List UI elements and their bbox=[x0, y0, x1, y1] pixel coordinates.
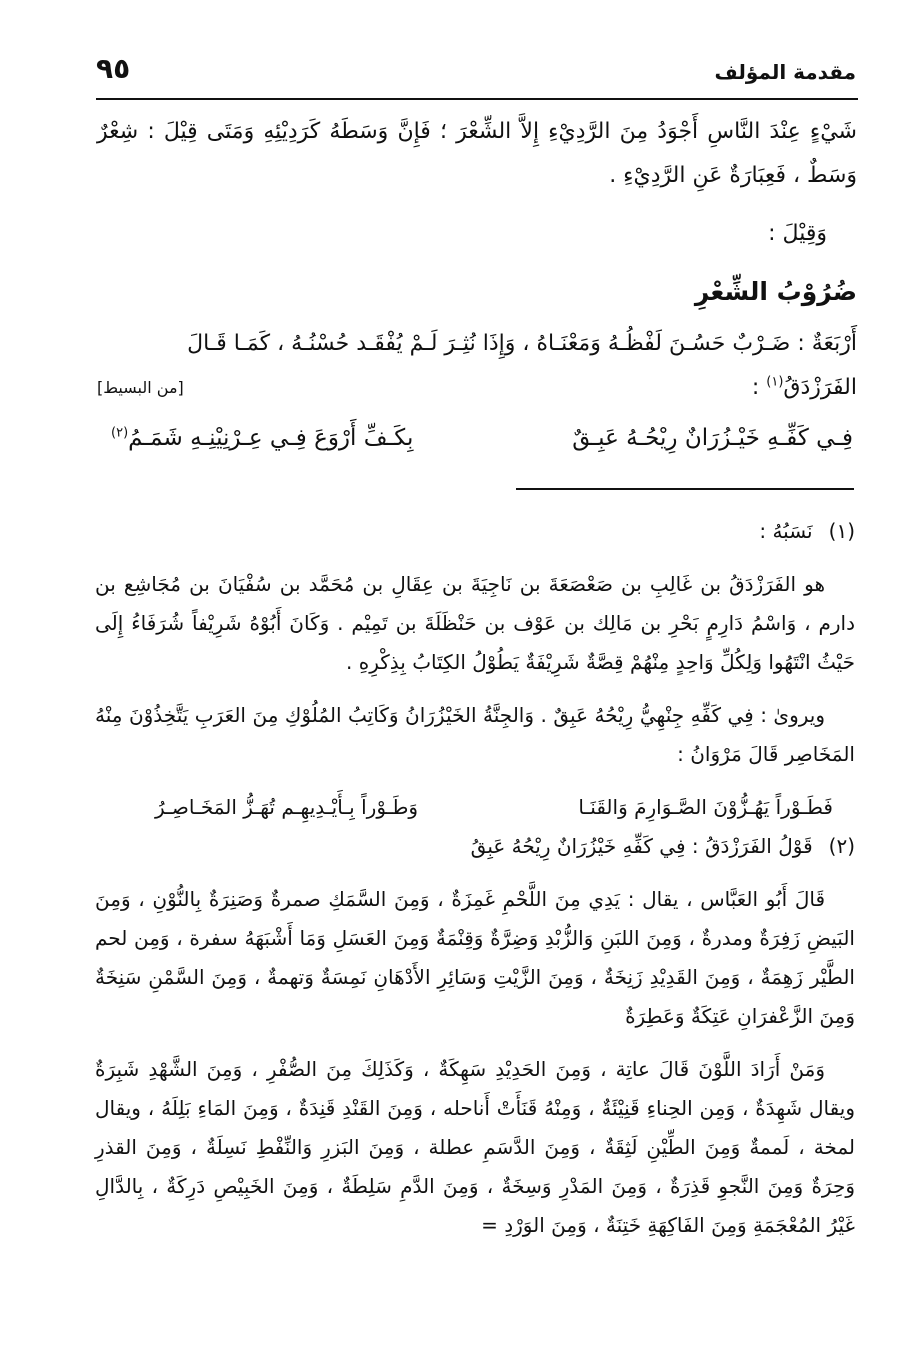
footnote-1-paragraph-2: ويروىٰ : فِي كَفِّهِ جِنْهِيُّ رِيْحُهُ عَبِقٌ . وَالجِنَّةُ الخَيْزُرَانُ وَكَاتِبُ المُلُوْكِ مِنَ العَرَبِ يَتَّخِذُوْنَ مِنْهُ المَخَاصِر قَالَ مَرْوَانُ : bbox=[95, 703, 855, 766]
verse-first-hemistich: فِـي كَفِّـهِ خَيْـزُرَانٌ رِيْحُـهُ عَبِـقٌ bbox=[572, 425, 853, 451]
footnote-1-verse-second: وَطَـوْراً بِـأَيْـدِيهِـم تُهَـزُّ المَخَـاصِـرُ bbox=[155, 795, 419, 819]
footnote-2-title: قَوْلُ الفَرَزْدَقُ : فِي كَفِّهِ خَيْزُرَانٌ رِيْحُهُ عَبِقُ bbox=[470, 834, 813, 858]
footnote-1-title: نَسَبُهُ : bbox=[759, 519, 813, 543]
paragraph-3: أَرْبَعَةٌ : ضَـرْبٌ حَسُـنَ لَفْظُـهُ وَمَعْنَـاهُ ، وَإِذَا نُثِـرَ لَـمْ يُفْقَـد حُسْنُـهُ ، كَمَـا قَـالَ bbox=[187, 331, 857, 356]
footnote-2-heading bbox=[95, 827, 855, 866]
page-header bbox=[96, 52, 856, 92]
footnote-2-paragraph-2: وَمَنْ أَرَادَ اللَّوْنَ قَالَ عاتِة ، وَمِنَ الحَدِيْدِ سَهِكَةٌ ، وَكَذَلِكَ مِنَ الصُّفْرِ ، وَمِنَ الشَّهْدِ شَبِرَةٌ ويقال شَهِدَةٌ ، وَمِن الحِناءِ قَنِيْئَةٌ ، وَمِنْهُ قَنَأَتْ أَناحله ، وَمِنَ القَنْدِ قَنِدَةٌ ، وَمِنَ المَاءِ بَلِلَهُ ، ويقال لمخة ، لَممةٌ وَمِنَ الطِّيْنِ لَثِقَةٌ ، وَمِنَ الدَّسَمِ عطلة ، وَمِنَ البَزرِ وَالنِّفْطِ نَسِلَةٌ ، وَمِنَ القذرِ وَحِرَةٌ وَمِنَ النَّجوِ قَذِرَةٌ ، وَمِنَ المَدْرِ وَسِخَةٌ ، وَمِنَ الدَّمِ سَلِطَةٌ ، وَمِنَ الخَبِيْصِ دَرِكَةٌ ، بِالدَّالِ غَيْرُ المُعْجَمَةِ وَمِنَ الفَاكِهَةِ خَتِنَةٌ ، وَمِنَ الوَرْدِ = bbox=[95, 1057, 855, 1237]
verse-line bbox=[97, 416, 857, 460]
footnote-1-number: (١) bbox=[828, 519, 855, 543]
main-text bbox=[97, 110, 857, 460]
verse-second-hemistich bbox=[97, 416, 413, 460]
footnotes bbox=[95, 512, 855, 1245]
footnote-1-verse bbox=[95, 788, 855, 827]
paragraph-2: وَقِيْلَ : bbox=[768, 221, 827, 246]
meter-label: [من البسيط] bbox=[97, 378, 184, 397]
running-title: مقدمة المؤلف bbox=[714, 60, 856, 84]
intro-colon: : bbox=[751, 375, 767, 400]
verse-second-text: بِكَـفِّ أَرْوَعَ فِـي عِـرْنِيْنِـهِ شَمَـمُ bbox=[128, 425, 414, 451]
footnote-separator bbox=[516, 488, 854, 490]
footnote-ref-2: (٢) bbox=[111, 425, 129, 441]
section-heading: ضُرُوْبُ الشِّعْرِ bbox=[694, 277, 857, 306]
poet-intro-line bbox=[97, 366, 857, 410]
footnote-1-heading bbox=[95, 512, 855, 551]
footnote-2-number: (٢) bbox=[828, 834, 855, 858]
header-rule bbox=[96, 98, 858, 100]
footnote-1-paragraph-1: هو الفَرَزْدَقُ بن غَالِبِ بن صَعْصَعَةَ بن نَاجِيَةَ بن عِقَالِ بن مُحَمَّد بن سُفْيَانَ بن مُجَاشِع بن دارم ، وَاسْمُ دَارِمٍ بَحْرِ بن مَالِك بن عَوْف بن حَنْظَلَةَ بن تَمِيْم . وَكَانَ أَبُوْهُ شَرِيْفاً شُرَفَاءُ إِلَى حَيْثُ انْتَهُوا وَلِكُلِّ وَاحِدٍ مِنْهُمْ قِصَّةٌ شَرِيْفَةٌ يَطُوْلُ الكِتَابُ بِذِكْرِهِ . bbox=[95, 572, 855, 674]
footnote-2-paragraph-1: قَالَ أَبُو العَبَّاس ، يقال : يَدِي مِنَ اللَّحْمِ غَمِزَةٌ ، وَمِنَ السَّمَكِ صمرةٌ وَصَنِرَةٌ بِالنُّوْنِ ، وَمِنَ البَيضِ زَفِرَةٌ ومدرةٌ ، وَمِنَ اللبَنِ وَالزُّبْدِ وَضِرَّةٌ وَقِنْمَةٌ وَمِنَ العَسَلِ وَمَا أَشْبَهَهُ سفرة ، وَمِن لحم الطَّيْر زَهِمَةٌ ، وَمِنَ القَدِيْدِ زَنِخَةٌ ، وَمِنَ الزَّيْتِ وَسَائِرِ الأَدْهَانِ نَمِسَةٌ وَتهمةٌ ، وَمِنَ السَّمْنِ سَنِخَةٌ وَمِنَ الزَّعْفرَانِ عَتِكَةٌ وَعَطِرَةٌ bbox=[95, 887, 855, 1028]
page-number: ٩٥ bbox=[96, 52, 131, 85]
footnote-ref-1: (١) bbox=[766, 374, 784, 390]
paragraph-1: شَيْءٍ عِنْدَ النَّاسِ أَجْوَدُ مِنَ الرَّدِيْءِ إِلاَّ الشِّعْرَ ؛ فَإِنَّ وَسَطَهُ كَرَدِيْئِهِ وَمَتَى قِيْلَ : شِعْرٌ وَسَطٌ ، فَعِبَارَةٌ عَنِ الرَّدِيْءِ . bbox=[97, 119, 857, 188]
poet-name: الفَرَزْدَقُ bbox=[783, 375, 857, 400]
footnote-1-verse-first: فَطَـوْراً يَهُـزُّوْنَ الصَّـوَارِمَ وَالقَنَـا bbox=[578, 795, 833, 819]
